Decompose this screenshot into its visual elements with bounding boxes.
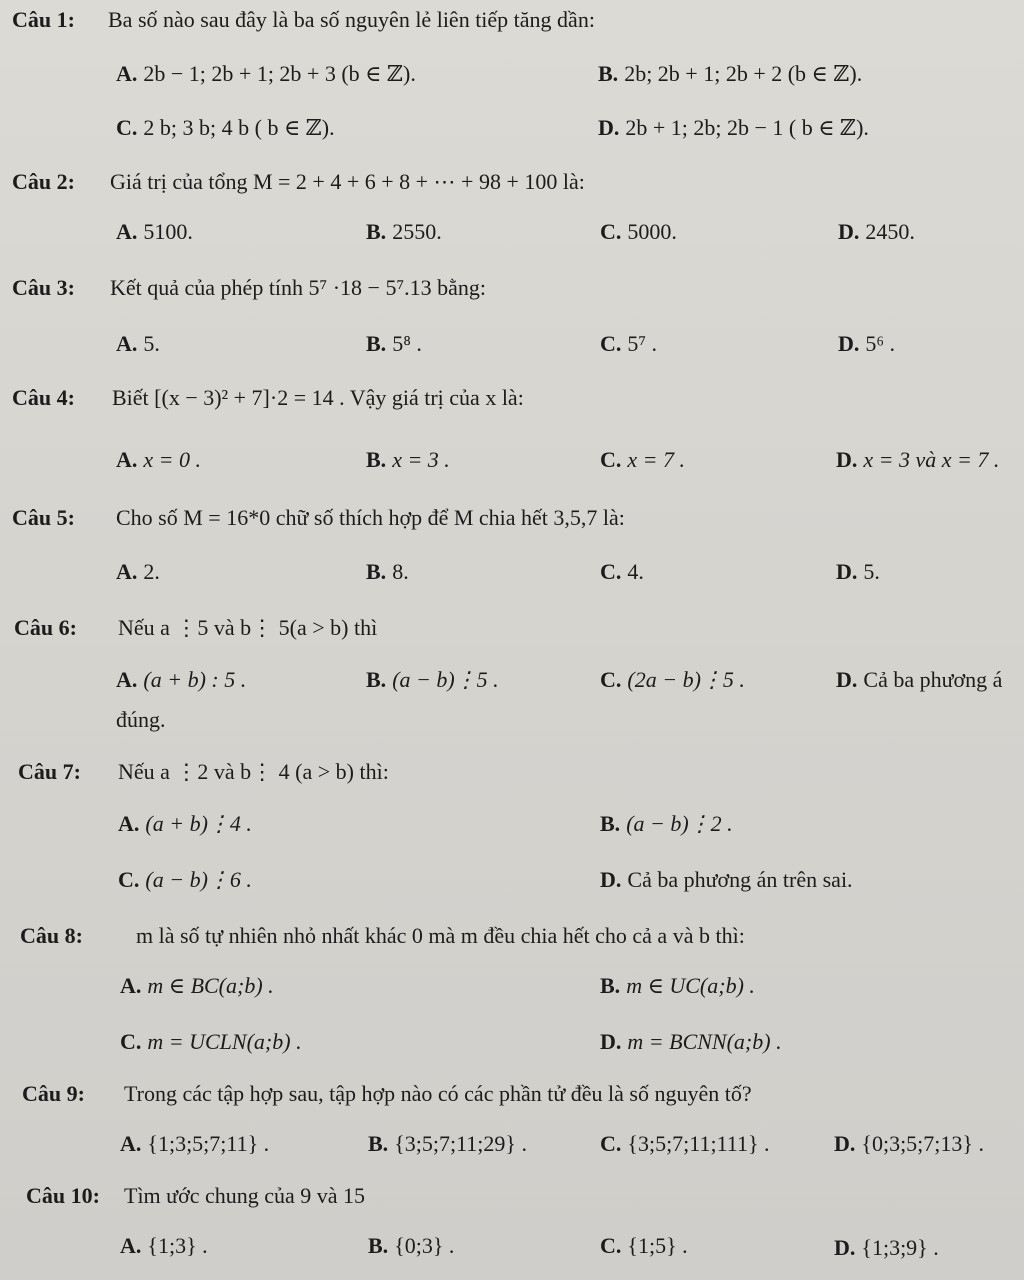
option-text: m ∈ BC(a;b) . (147, 973, 274, 998)
option-text: (a − b)⋮6 . (145, 867, 252, 892)
option-letter: A. (118, 811, 140, 836)
question-text: Nếu a ⋮5 và b⋮ 5(a > b) thì (118, 615, 378, 640)
option-text: m ∈ UC(a;b) . (626, 973, 755, 998)
option-letter: C. (600, 1233, 622, 1258)
option-text: (2a − b)⋮5 . (627, 667, 745, 692)
option-d (836, 446, 999, 474)
option-letter: D. (600, 1029, 622, 1054)
option-b (368, 1130, 527, 1158)
option-text: {0;3;5;7;13} . (861, 1131, 984, 1156)
option-b (598, 60, 862, 88)
option-c (600, 446, 685, 474)
option-d (600, 866, 853, 894)
option-continuation: đúng. (116, 707, 166, 732)
option-a (116, 330, 160, 358)
option-c (118, 866, 252, 894)
option-a (118, 810, 252, 838)
question-label: Câu 3: (12, 275, 75, 300)
question-label: Câu 5: (12, 505, 75, 530)
option-letter: C. (116, 115, 138, 140)
option-letter: B. (366, 559, 387, 584)
option-b (366, 446, 450, 474)
question-text: Kết quả của phép tính 5⁷ ·18 − 5⁷.13 bằng: (110, 275, 486, 300)
option-letter: A. (120, 973, 142, 998)
option-b (366, 330, 422, 358)
question-text: Ba số nào sau đây là ba số nguyên lẻ liên tiếp tăng dần: (108, 7, 595, 32)
option-letter: B. (366, 331, 387, 356)
option-a (116, 558, 160, 586)
option-letter: B. (600, 811, 621, 836)
option-text: (a − b)⋮5 . (392, 667, 499, 692)
option-d (836, 666, 1024, 694)
option-letter: D. (836, 667, 858, 692)
question-text: Tìm ước chung của 9 và 15 (124, 1183, 366, 1208)
option-text: x = 3 và x = 7 . (863, 447, 1000, 472)
option-letter: B. (366, 667, 387, 692)
option-letter: A. (120, 1131, 142, 1156)
option-letter: C. (120, 1029, 142, 1054)
option-a (120, 1130, 269, 1158)
question-label: Câu 4: (12, 385, 75, 410)
option-text: m = UCLN(a;b) . (147, 1029, 302, 1054)
option-text: x = 3 . (392, 447, 450, 472)
question-label: Câu 1: (12, 7, 75, 32)
option-a (116, 218, 193, 246)
option-text: 5000. (627, 219, 677, 244)
option-letter: C. (600, 667, 622, 692)
option-text: Cả ba phương án trên sai. (627, 867, 853, 892)
option-b (368, 1232, 454, 1260)
question-label: Câu 6: (14, 615, 77, 640)
option-a (120, 1232, 208, 1260)
option-text: 5. (863, 559, 880, 584)
option-b (366, 558, 409, 586)
option-letter: A. (116, 61, 138, 86)
option-a (116, 446, 201, 474)
option-text: {1;3} . (147, 1233, 208, 1258)
option-letter: D. (838, 219, 860, 244)
option-c (600, 1130, 770, 1158)
option-letter: A. (116, 559, 138, 584)
option-text: {0;3} . (394, 1233, 455, 1258)
option-text: 5⁷ . (627, 331, 658, 356)
option-letter: A. (116, 667, 138, 692)
option-c (600, 218, 677, 246)
option-letter: D. (838, 331, 860, 356)
option-text: 2. (143, 559, 160, 584)
question-label: Câu 9: (22, 1081, 85, 1106)
option-c (600, 1232, 688, 1260)
option-letter: C. (600, 1131, 622, 1156)
option-text: 2550. (392, 219, 442, 244)
option-d (838, 330, 895, 358)
option-text: {1;5} . (627, 1233, 688, 1258)
option-letter: C. (600, 331, 622, 356)
option-a (116, 666, 246, 694)
question-text: Nếu a ⋮2 và b⋮ 4 (a > b) thì: (118, 759, 389, 784)
option-text: 4. (627, 559, 644, 584)
option-text: {3;5;7;11;111} . (627, 1131, 770, 1156)
option-text: 2b + 1; 2b; 2b − 1 ( b ∈ ℤ). (625, 115, 869, 140)
option-letter: D. (834, 1131, 856, 1156)
option-text: (a + b)⋮4 . (145, 811, 252, 836)
option-d (834, 1234, 939, 1262)
option-text: 5100. (143, 219, 193, 244)
option-c (600, 666, 745, 694)
option-letter: B. (368, 1233, 389, 1258)
option-b (600, 810, 733, 838)
option-text: (a + b) : 5 . (143, 667, 247, 692)
option-letter: B. (366, 447, 387, 472)
option-a (120, 972, 274, 1000)
option-letter: A. (120, 1233, 142, 1258)
option-letter: C. (600, 559, 622, 584)
option-letter: C. (118, 867, 140, 892)
option-text: Cả ba phương á (863, 667, 1003, 692)
option-letter: D. (598, 115, 620, 140)
option-text: 5. (143, 331, 160, 356)
option-letter: A. (116, 331, 138, 356)
question-label: Câu 8: (20, 923, 83, 948)
option-text: {1;3;9} . (861, 1235, 939, 1260)
option-a (116, 60, 416, 88)
option-c (120, 1028, 302, 1056)
option-letter: C. (600, 219, 622, 244)
option-letter: D. (836, 559, 858, 584)
option-text: (a − b)⋮2 . (626, 811, 733, 836)
option-letter: C. (600, 447, 622, 472)
option-b (366, 218, 442, 246)
option-letter: D. (600, 867, 622, 892)
option-d (598, 114, 869, 142)
option-letter: B. (366, 219, 387, 244)
option-b (366, 666, 499, 694)
option-text: 5⁶ . (865, 331, 896, 356)
option-text: {3;5;7;11;29} . (394, 1131, 527, 1156)
option-text: 8. (392, 559, 409, 584)
question-label: Câu 7: (18, 759, 81, 784)
option-text: 2b; 2b + 1; 2b + 2 (b ∈ ℤ). (624, 61, 863, 86)
question-text: Biết [(x − 3)² + 7]·2 = 14 . Vậy giá trị của x là: (112, 385, 524, 410)
question-text: Giá trị của tổng M = 2 + 4 + 6 + 8 + ⋯ + 98 + 100 là: (110, 169, 585, 194)
question-text: Cho số M = 16*0 chữ số thích hợp để M chia hết 3,5,7 là: (116, 505, 625, 530)
question-text: m là số tự nhiên nhỏ nhất khác 0 mà m đều chia hết cho cả a và b thì: (136, 923, 745, 948)
option-text: x = 7 . (627, 447, 686, 472)
option-d (836, 558, 880, 586)
option-text: 2 b; 3 b; 4 b ( b ∈ ℤ). (143, 115, 335, 140)
option-letter: A. (116, 219, 138, 244)
option-text: 2b − 1; 2b + 1; 2b + 3 (b ∈ ℤ). (143, 61, 416, 86)
question-label: Câu 2: (12, 169, 75, 194)
question-text: Trong các tập hợp sau, tập hợp nào có các phần tử đều là số nguyên tố? (124, 1081, 752, 1106)
option-c (600, 558, 644, 586)
option-text: m = BCNN(a;b) . (627, 1029, 782, 1054)
option-text: x = 0 . (143, 447, 202, 472)
option-letter: B. (368, 1131, 389, 1156)
option-text: 2450. (865, 219, 915, 244)
option-text: 5⁸ . (392, 331, 422, 356)
option-d (834, 1130, 984, 1158)
option-c (600, 330, 657, 358)
option-text: {1;3;5;7;11} . (147, 1131, 270, 1156)
option-letter: D. (834, 1235, 856, 1260)
option-c (116, 114, 335, 142)
option-b (600, 972, 755, 1000)
option-letter: D. (836, 447, 858, 472)
option-letter: B. (598, 61, 619, 86)
option-letter: A. (116, 447, 138, 472)
question-label: Câu 10: (26, 1183, 100, 1208)
option-d (600, 1028, 782, 1056)
option-d (838, 218, 915, 246)
option-letter: B. (600, 973, 621, 998)
